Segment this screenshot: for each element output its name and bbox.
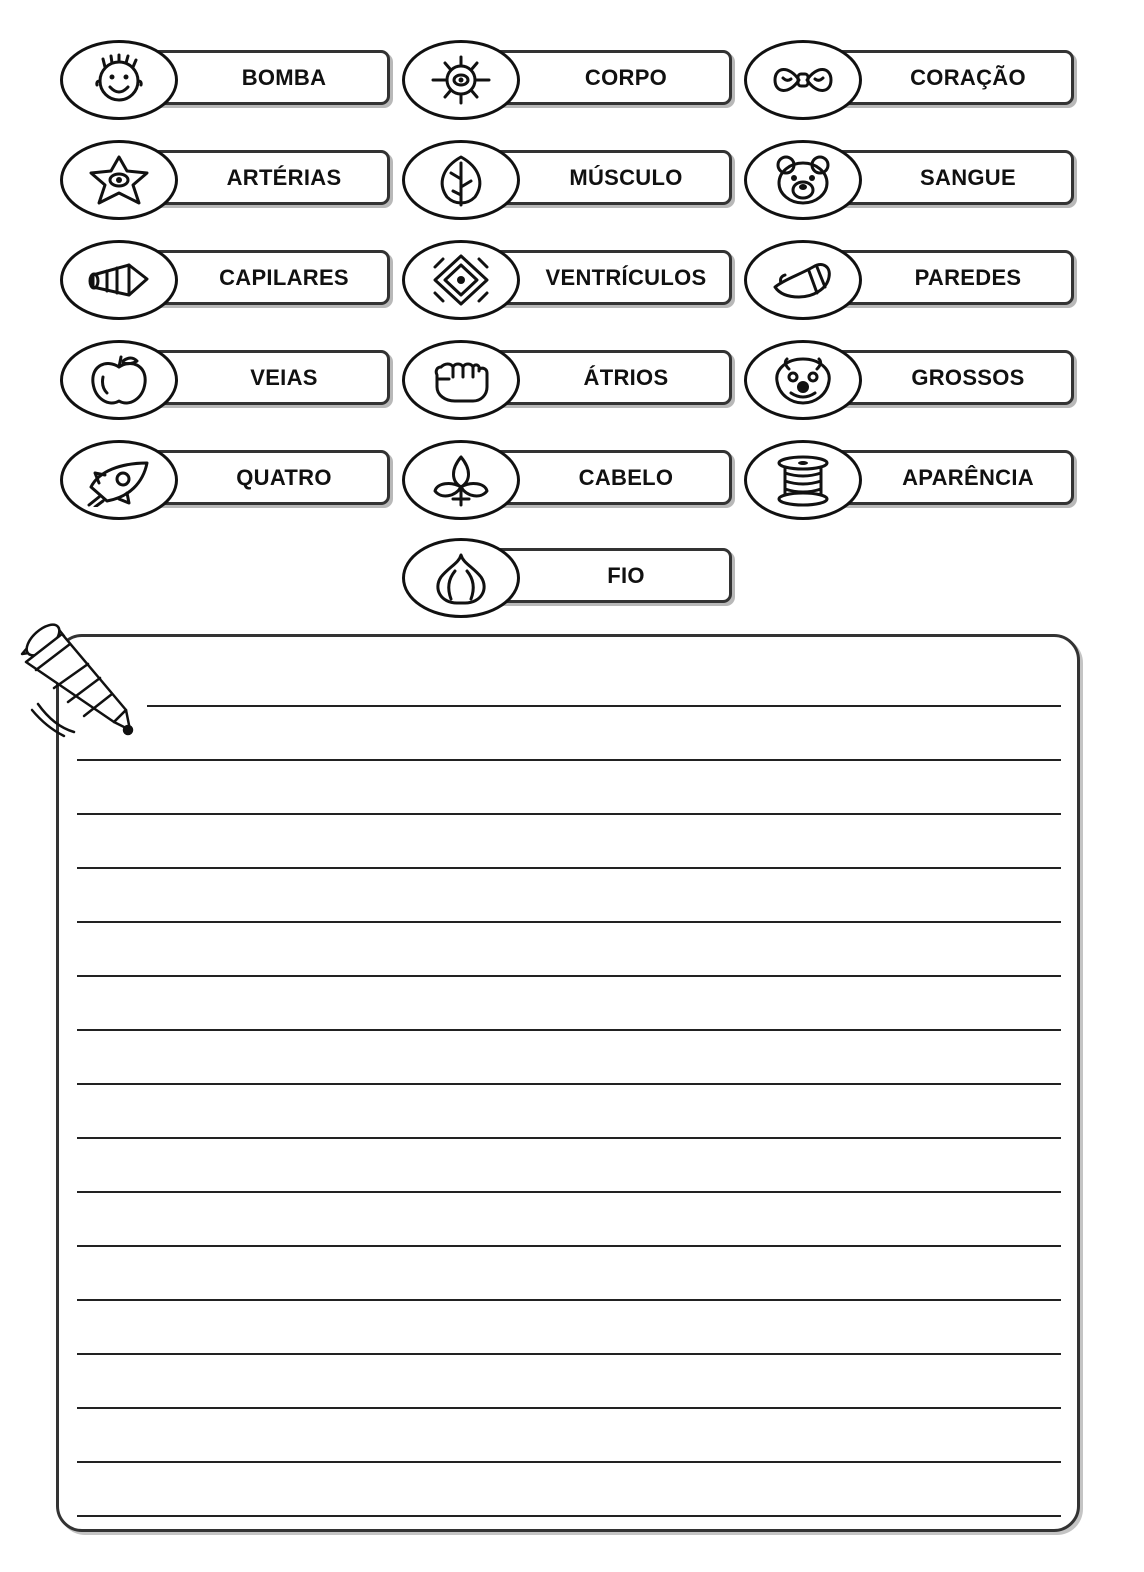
writing-line[interactable] xyxy=(77,1407,1061,1409)
word-bank xyxy=(0,0,1144,620)
pencil-icon xyxy=(14,618,144,744)
icon-oval xyxy=(402,538,520,618)
bear-face-icon xyxy=(769,153,837,207)
word-card-quatro xyxy=(60,440,394,522)
writing-line[interactable] xyxy=(77,975,1061,977)
icon-oval xyxy=(744,440,862,520)
word-card-fio xyxy=(402,538,736,620)
word-label: MÚSCULO xyxy=(569,165,683,190)
writing-area xyxy=(56,634,1080,1532)
word-label: SANGUE xyxy=(920,165,1016,190)
word-card-capilares xyxy=(60,240,394,322)
word-card-paredes xyxy=(744,240,1078,322)
icon-oval xyxy=(744,240,862,320)
icon-oval xyxy=(402,340,520,420)
thread-spool-icon xyxy=(769,453,837,507)
fleur-de-lis-icon xyxy=(427,453,495,507)
word-label: CORPO xyxy=(584,65,668,90)
writing-line[interactable] xyxy=(77,813,1061,815)
word-card-veias xyxy=(60,340,394,422)
word-label: ÁTRIOS xyxy=(583,365,669,390)
icon-oval xyxy=(402,240,520,320)
word-card-atrios xyxy=(402,340,736,422)
star-eye-icon xyxy=(85,153,153,207)
icon-oval xyxy=(60,140,178,220)
word-card-cabelo xyxy=(402,440,736,522)
writing-line[interactable] xyxy=(77,1191,1061,1193)
ship-wheel-icon xyxy=(427,53,495,107)
word-card-bomba xyxy=(60,40,394,122)
diamond-eye-icon xyxy=(427,253,495,307)
word-label: BOMBA xyxy=(241,65,327,90)
word-card-arterias xyxy=(60,140,394,222)
writing-line[interactable] xyxy=(77,759,1061,761)
horn-icon xyxy=(769,253,837,307)
word-card-sangue xyxy=(744,140,1078,222)
writing-line[interactable] xyxy=(77,1083,1061,1085)
word-label: CABELO xyxy=(578,465,674,490)
bow-tie-icon xyxy=(769,53,837,107)
writing-line[interactable] xyxy=(77,1461,1061,1463)
writing-line[interactable] xyxy=(77,1515,1061,1517)
icon-oval xyxy=(60,40,178,120)
word-label: PAREDES xyxy=(914,265,1022,290)
word-card-musculo xyxy=(402,140,736,222)
apple-icon xyxy=(85,353,153,407)
clown-face-icon xyxy=(769,353,837,407)
word-label: VENTRÍCULOS xyxy=(545,265,707,290)
word-label: CORAÇÃO xyxy=(910,65,1026,90)
word-label: ARTÉRIAS xyxy=(226,165,342,190)
writing-line[interactable] xyxy=(77,1299,1061,1301)
rocket-icon xyxy=(85,453,153,507)
word-label: VEIAS xyxy=(250,365,318,390)
crayon-icon xyxy=(85,253,153,307)
fist-icon xyxy=(427,353,495,407)
writing-line[interactable] xyxy=(77,1137,1061,1139)
word-label: GROSSOS xyxy=(911,365,1025,390)
face-icon xyxy=(85,53,153,107)
icon-oval xyxy=(402,40,520,120)
word-label: FIO xyxy=(607,563,645,588)
leaf-icon xyxy=(427,153,495,207)
word-card-corpo xyxy=(402,40,736,122)
word-label: QUATRO xyxy=(236,465,332,490)
writing-line[interactable] xyxy=(77,1245,1061,1247)
writing-line[interactable] xyxy=(77,1353,1061,1355)
icon-oval xyxy=(744,340,862,420)
word-card-aparencia xyxy=(744,440,1078,522)
icon-oval xyxy=(744,40,862,120)
writing-line[interactable] xyxy=(77,1029,1061,1031)
icon-oval xyxy=(60,440,178,520)
word-label: APARÊNCIA xyxy=(902,465,1034,490)
word-label: CAPILARES xyxy=(219,265,349,290)
writing-line[interactable] xyxy=(147,705,1061,707)
icon-oval xyxy=(402,140,520,220)
word-card-grossos xyxy=(744,340,1078,422)
garlic-icon xyxy=(427,551,495,605)
word-card-coracao xyxy=(744,40,1078,122)
icon-oval xyxy=(60,240,178,320)
icon-oval xyxy=(60,340,178,420)
icon-oval xyxy=(744,140,862,220)
writing-line[interactable] xyxy=(77,867,1061,869)
writing-line[interactable] xyxy=(77,921,1061,923)
icon-oval xyxy=(402,440,520,520)
word-card-ventriculos xyxy=(402,240,736,322)
